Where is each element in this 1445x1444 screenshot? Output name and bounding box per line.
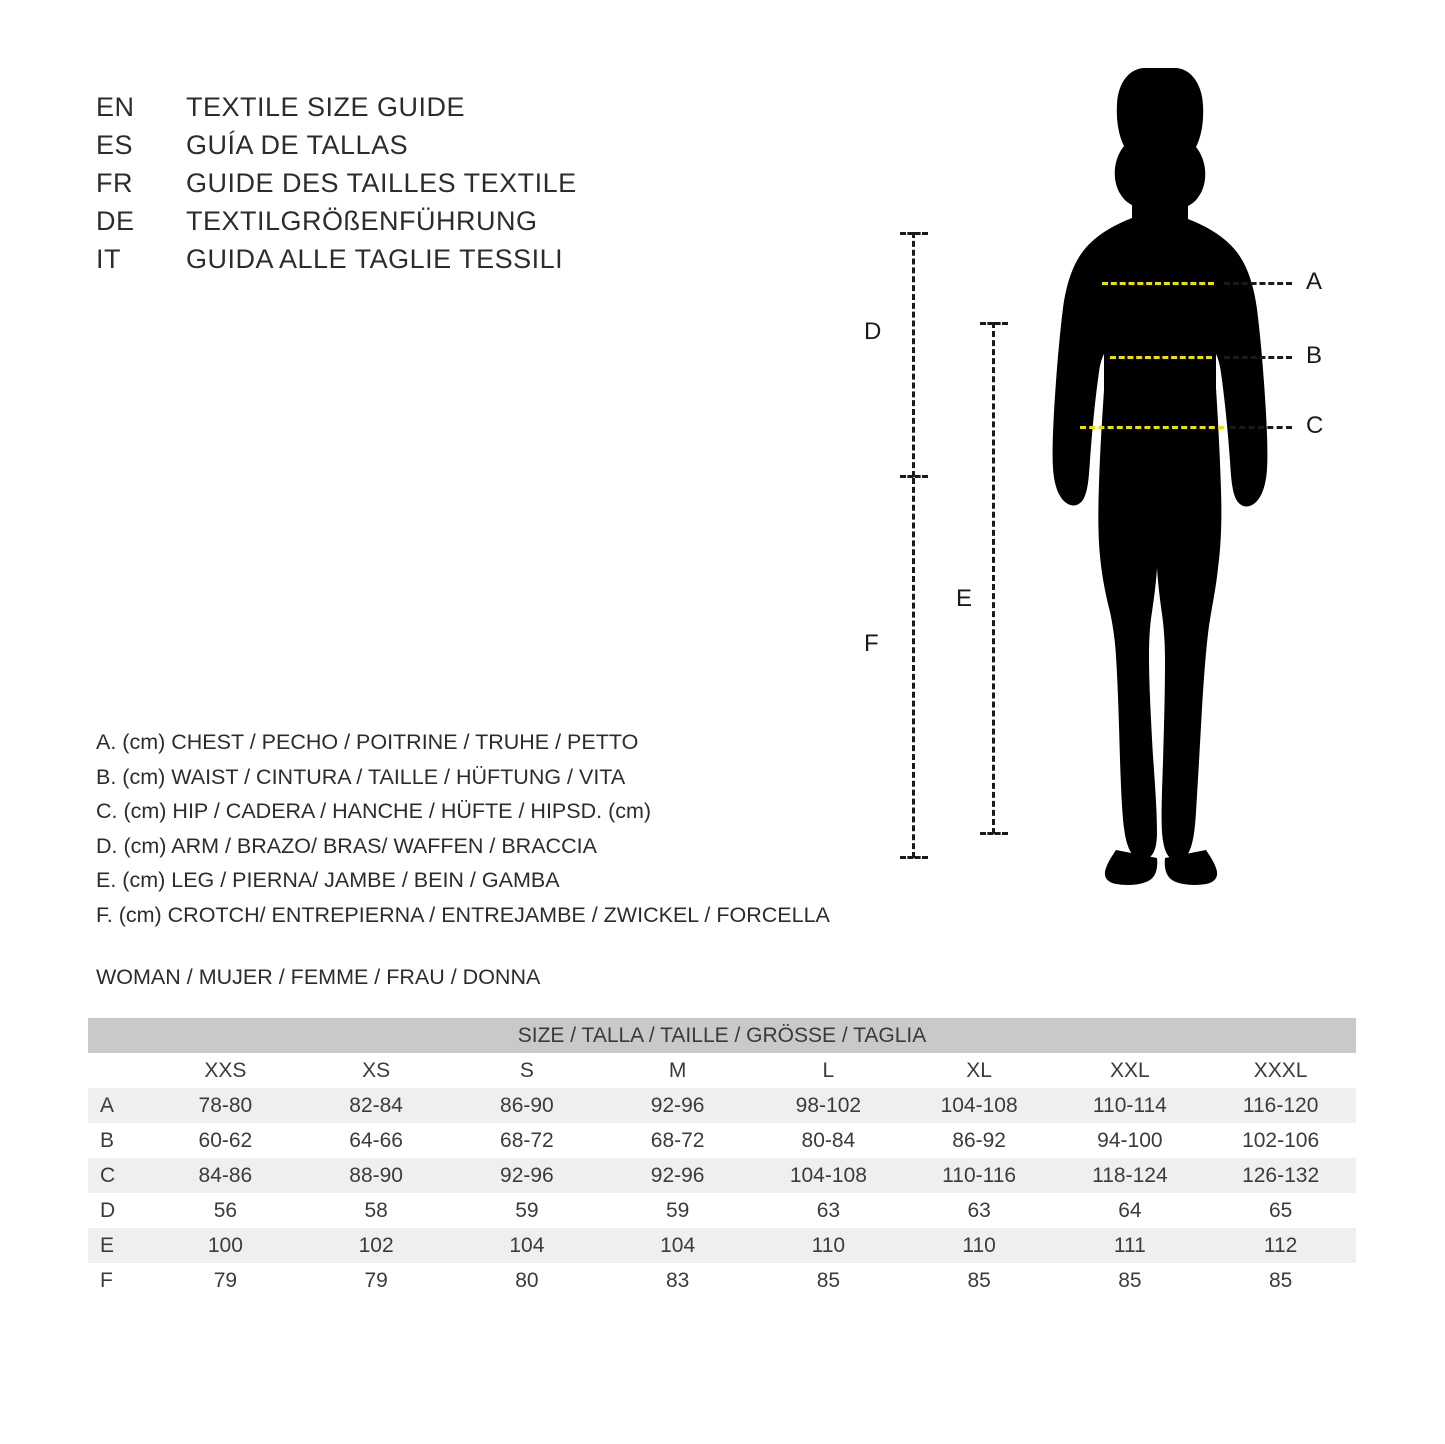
cell-b-xs: 64-66 [301, 1123, 452, 1158]
cell-d-s: 59 [452, 1193, 603, 1228]
arm-bracket-d [912, 232, 915, 477]
cell-b-l: 80-84 [753, 1123, 904, 1158]
title-lang-es: ES [96, 130, 134, 160]
arm-bracket-d-top-cap [900, 232, 928, 235]
cell-d-xs: 58 [301, 1193, 452, 1228]
title-row-de [96, 206, 736, 244]
legend-item-a: A. (cm) CHEST / PECHO / POITRINE / TRUHE / PETTO [96, 730, 639, 754]
cell-e-xxl: 111 [1055, 1228, 1206, 1263]
cell-c-s: 92-96 [452, 1158, 603, 1193]
cell-c-xl: 110-116 [904, 1158, 1055, 1193]
title-text-de: TEXTILGRÖßENFÜHRUNG [186, 206, 538, 236]
cell-d-xxl: 64 [1055, 1193, 1206, 1228]
table-row [88, 1088, 1356, 1123]
row-letter-d: D [88, 1193, 150, 1228]
cell-f-s: 80 [452, 1263, 603, 1298]
cell-e-m: 104 [602, 1228, 753, 1263]
legend-item-d: D. (cm) ARM / BRAZO/ BRAS/ WAFFEN / BRACCIA [96, 833, 597, 858]
table-title-row [88, 1018, 1356, 1053]
size-table-wrapper [88, 1018, 1356, 1298]
cell-b-xxs: 60-62 [150, 1123, 301, 1158]
title-text-it: GUIDA ALLE TAGLIE TESSILI [186, 244, 564, 274]
cell-d-xxs: 56 [150, 1193, 301, 1228]
leg-bracket-e [992, 322, 995, 834]
title-lang-it: IT [96, 244, 121, 274]
marker-label-f: F [864, 630, 879, 657]
cell-e-xxxl: 112 [1205, 1228, 1356, 1263]
cell-d-xl: 63 [904, 1193, 1055, 1228]
table-title: SIZE / TALLA / TAILLE / GRÖSSE / TAGLIA [517, 1023, 927, 1047]
cell-d-xxxl: 65 [1205, 1193, 1356, 1228]
column-header-xl: XL [904, 1053, 1055, 1088]
crotch-bracket-f [912, 478, 915, 858]
marker-label-d: D [864, 318, 882, 345]
cell-d-m: 59 [602, 1193, 753, 1228]
table-column-headers [88, 1053, 1356, 1088]
cell-a-s: 86-90 [452, 1088, 603, 1123]
table-row [88, 1193, 1356, 1228]
legend-item-f: F. (cm) CROTCH/ ENTREPIERNA / ENTREJAMBE / ZWICKEL / FORCELLA [96, 902, 830, 927]
hip-measure-line [1080, 426, 1224, 429]
hip-lead-line [1230, 426, 1292, 429]
marker-label-c: C [1306, 412, 1324, 439]
woman-silhouette-icon [1020, 60, 1270, 890]
marker-label-a: A [1306, 268, 1323, 295]
waist-lead-line [1224, 356, 1292, 359]
gender-label: WOMAN / MUJER / FEMME / FRAU / DONNA [96, 965, 541, 989]
legend-item-c: C. (cm) HIP / CADERA / HANCHE / HÜFTE / HIPSD. (cm) [96, 799, 652, 823]
cell-c-xxs: 84-86 [150, 1158, 301, 1193]
cell-b-xxl: 94-100 [1055, 1123, 1206, 1158]
cell-e-xl: 110 [904, 1228, 1055, 1263]
column-header-blank [88, 1053, 150, 1088]
cell-a-xxs: 78-80 [150, 1088, 301, 1123]
table-row [88, 1263, 1356, 1298]
chest-lead-line [1224, 282, 1292, 285]
cell-b-xl: 86-92 [904, 1123, 1055, 1158]
leg-bracket-e-bottom-cap [980, 832, 1008, 835]
cell-d-l: 63 [753, 1193, 904, 1228]
title-text-fr: GUIDE DES TAILLES TEXTILE [186, 168, 577, 198]
column-header-s: S [452, 1053, 603, 1088]
cell-f-xxxl: 85 [1205, 1263, 1356, 1298]
legend-item-b: B. (cm) WAIST / CINTURA / TAILLE / HÜFTUNG / VITA [96, 764, 626, 789]
table-row [88, 1158, 1356, 1193]
cell-a-m: 92-96 [602, 1088, 753, 1123]
table-row [88, 1123, 1356, 1158]
cell-e-s: 104 [452, 1228, 603, 1263]
row-letter-f: F [88, 1263, 150, 1298]
chest-measure-line [1102, 282, 1214, 285]
size-table [88, 1018, 1356, 1298]
cell-e-xs: 102 [301, 1228, 452, 1263]
cell-a-xs: 82-84 [301, 1088, 452, 1123]
title-row-en [96, 92, 736, 130]
row-letter-e: E [88, 1228, 150, 1263]
title-row-it [96, 244, 736, 282]
row-letter-b: B [88, 1123, 150, 1158]
cell-f-l: 85 [753, 1263, 904, 1298]
cell-b-xxxl: 102-106 [1205, 1123, 1356, 1158]
column-header-m: M [602, 1053, 753, 1088]
cell-f-m: 83 [602, 1263, 753, 1298]
legend-item-e: E. (cm) LEG / PIERNA/ JAMBE / BEIN / GAMBA [96, 868, 560, 892]
cell-b-m: 68-72 [602, 1123, 753, 1158]
cell-a-xl: 104-108 [904, 1088, 1055, 1123]
column-header-xxl: XXL [1055, 1053, 1206, 1088]
cell-c-m: 92-96 [602, 1158, 753, 1193]
column-header-l: L [753, 1053, 904, 1088]
title-lang-en: EN [96, 92, 135, 122]
cell-b-s: 68-72 [452, 1123, 603, 1158]
cell-c-xs: 88-90 [301, 1158, 452, 1193]
title-block [96, 92, 736, 282]
waist-measure-line [1110, 356, 1212, 359]
cell-c-l: 104-108 [753, 1158, 904, 1193]
cell-a-xxxl: 116-120 [1205, 1088, 1356, 1123]
cell-a-l: 98-102 [753, 1088, 904, 1123]
column-header-xxxl: XXXL [1205, 1053, 1356, 1088]
table-row [88, 1228, 1356, 1263]
measurement-legend [96, 725, 896, 932]
title-text-es: GUÍA DE TALLAS [186, 130, 409, 160]
cell-a-xxl: 110-114 [1055, 1088, 1206, 1123]
marker-label-b: B [1306, 342, 1323, 369]
body-measurement-diagram [840, 60, 1360, 900]
cell-e-l: 110 [753, 1228, 904, 1263]
cell-e-xxs: 100 [150, 1228, 301, 1263]
title-lang-fr: FR [96, 168, 133, 198]
crotch-bracket-f-bottom-cap [900, 856, 928, 859]
leg-bracket-e-top-cap [980, 322, 1008, 325]
title-text-en: TEXTILE SIZE GUIDE [186, 92, 466, 122]
cell-f-xxl: 85 [1055, 1263, 1206, 1298]
title-lang-de: DE [96, 206, 135, 236]
column-header-xxs: XXS [150, 1053, 301, 1088]
title-row-fr [96, 168, 736, 206]
row-letter-a: A [88, 1088, 150, 1123]
row-letter-c: C [88, 1158, 150, 1193]
cell-f-xl: 85 [904, 1263, 1055, 1298]
marker-label-e: E [956, 585, 973, 612]
column-header-xs: XS [301, 1053, 452, 1088]
cell-c-xxl: 118-124 [1055, 1158, 1206, 1193]
title-row-es [96, 130, 736, 168]
cell-f-xxs: 79 [150, 1263, 301, 1298]
cell-f-xs: 79 [301, 1263, 452, 1298]
cell-c-xxxl: 126-132 [1205, 1158, 1356, 1193]
